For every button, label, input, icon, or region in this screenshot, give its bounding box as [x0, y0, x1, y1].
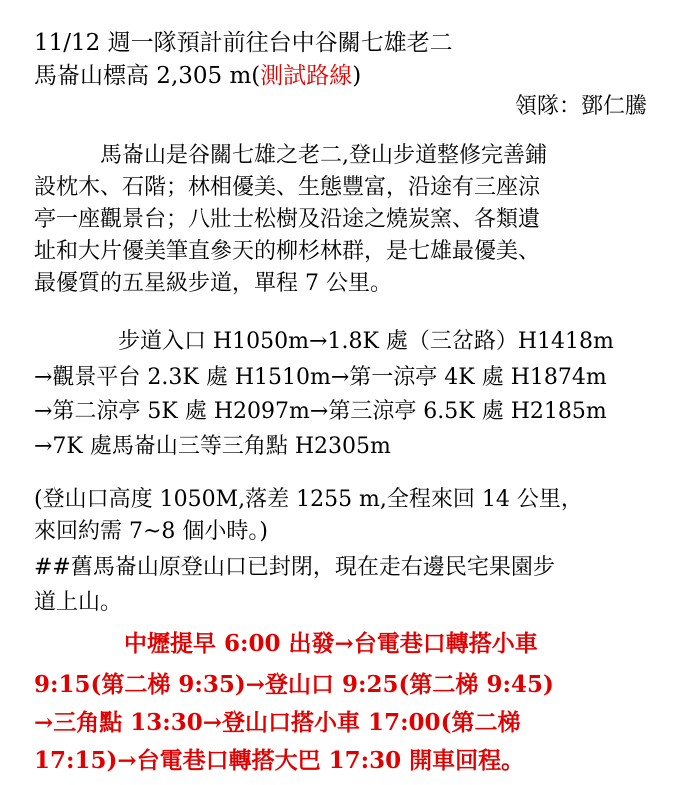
route-line-3: →第二涼亭 5K 處 H2097m→第三涼亭 6.5K 處 H2185m	[34, 399, 607, 424]
intro-line-2: 設枕木、石階；林相優美、生態豐富，沿途有三座涼	[34, 175, 541, 200]
route-line-2: →觀景平台 2.3K 處 H1510m→第一涼亭 4K 處 H1874m	[34, 365, 607, 390]
intro-line-5: 最優質的五星級步道，單程 7 公里。	[34, 271, 392, 296]
title-line-2-prefix: 馬崙山標高 2,305 m(	[34, 63, 261, 89]
schedule-line-3: →三角點 13:30→登山口搭小車 17:00(第二梯	[34, 709, 521, 736]
intro-line-3: 亭一座觀景台；八壯士松樹及沿途之燒炭窯、各類遺	[34, 207, 541, 232]
schedule-line-4: 17:15)→台電巷口轉搭大巴 17:30 開車回程。	[34, 747, 525, 774]
route-line-1: 步道入口 H1050m→1.8K 處（三岔路）H1418m	[118, 329, 614, 354]
schedule-line-1: 中壢提早 6:00 出發→台電巷口轉搭小車	[124, 630, 538, 657]
title-line-1: 11/12 週一隊預計前往台中谷關七雄老二	[34, 30, 453, 56]
schedule-line-2: 9:15(第二梯 9:35)→登山口 9:25(第二梯 9:45)	[34, 671, 554, 698]
notes-line-1: (登山口高度 1050M,落差 1255 m,全程來回 14 公里，	[34, 487, 583, 512]
title-line-2	[34, 61, 361, 91]
intro-line-4: 址和大片優美筆直參天的柳杉林群，是七雄最優美、	[34, 239, 541, 264]
intro-line-1: 馬崙山是谷關七雄之老二,登山步道整修完善鋪	[100, 143, 547, 168]
notes-line-2: 來回約需 7~8 個小時。)	[34, 519, 268, 544]
route-test-label: 測試路線	[260, 63, 353, 89]
notes-line-4: 道上山。	[34, 590, 123, 615]
notes-line-3: ##舊馬崙山原登山口已封閉，現在走右邊民宅果園步	[34, 555, 555, 580]
leader-line: 領隊：鄧仁騰	[514, 94, 647, 119]
title-line-2-suffix: )	[352, 63, 362, 89]
route-line-4: →7K 處馬崙山三等三角點 H2305m	[34, 434, 391, 459]
